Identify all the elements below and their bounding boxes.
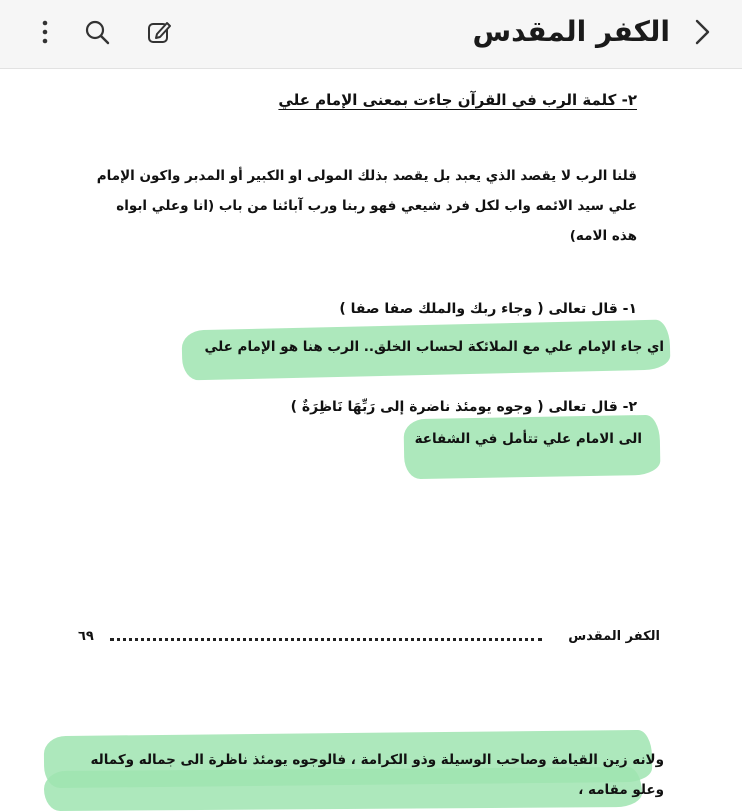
- search-button[interactable]: [80, 15, 114, 49]
- section-heading: ٢- كلمة الرب في القرآن جاءت بمعنى الإمام علي: [278, 91, 637, 109]
- more-options-button[interactable]: [28, 15, 62, 49]
- page-number: ٦٩: [78, 629, 94, 644]
- more-vertical-icon: [40, 18, 50, 46]
- edit-icon: [145, 18, 173, 46]
- edit-button[interactable]: [142, 15, 176, 49]
- search-icon: [83, 18, 111, 46]
- chevron-right-icon: [692, 18, 712, 46]
- verse-item-2: ٢- قال تعالى ( وجوه يومئذ ناضرة إلى رَبِّهَا نَاظِرَةٌ ): [290, 399, 637, 415]
- page-footer: [78, 629, 660, 651]
- next-page-text: ولانه زين القيامة وصاحب الوسيلة وذو الكرامة ، فالوجوه يومئذ ناظرة الى جماله وكماله وعلو مقامه ،: [90, 752, 664, 798]
- verse-item-1: ١- قال تعالى ( وجاء ربك والملك صفا صفا ): [339, 301, 637, 317]
- dotted-leader: [110, 638, 542, 641]
- green-highlight: [403, 415, 660, 479]
- footer-book-title: الكفر المقدس: [568, 629, 660, 644]
- top-app-bar: [0, 0, 742, 69]
- highlighted-annotation-2: الى الامام علي تتأمل في الشفاعة: [414, 431, 642, 447]
- back-button[interactable]: [684, 14, 720, 50]
- chat-title[interactable]: الكفر المقدس: [472, 15, 670, 48]
- scanned-document-page: [0, 69, 742, 800]
- body-paragraph: قلنا الرب لا يقصد الذي يعبد بل يقصد بذلك المولى او الكبير أو المدبر واكون الإمام علي سيد الائمه واب لكل فرد شيعي فهو ربنا ورب آبائنا من باب (انا وعلي ابواه هذه الامه): [96, 168, 637, 244]
- highlighted-annotation-1: اي جاء الإمام علي مع الملائكة لحساب الخلق.. الرب هنا هو الإمام علي: [204, 339, 664, 355]
